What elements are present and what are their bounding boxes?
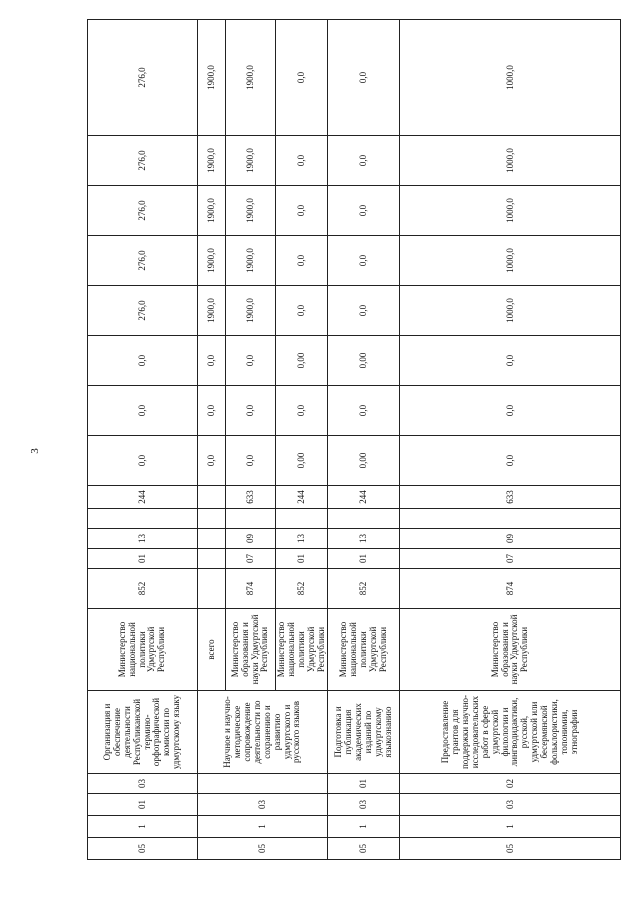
- gp-cell: 05: [88, 838, 198, 860]
- m-cell: [198, 774, 328, 794]
- gp-cell: 05: [400, 838, 621, 860]
- value-cell: 0,0: [328, 236, 400, 286]
- value-cell: 0,0: [328, 20, 400, 136]
- grbs-cell: [198, 569, 226, 609]
- m-cell: 03: [88, 774, 198, 794]
- grbs-cell: 874: [226, 569, 276, 609]
- value-cell: 0,0: [328, 286, 400, 336]
- value-cell: 1900,0: [198, 136, 226, 186]
- value-cell: 0,00: [276, 336, 328, 386]
- value-cell: 0,0: [276, 236, 328, 286]
- table-row: [88, 20, 198, 860]
- value-cell: 0,0: [276, 286, 328, 336]
- cs-cell: [276, 509, 328, 529]
- cs-cell: [88, 509, 198, 529]
- value-cell: 0,0: [198, 436, 226, 486]
- value-cell: 1900,0: [198, 186, 226, 236]
- value-cell: 1900,0: [226, 286, 276, 336]
- value-cell: 1000,0: [400, 286, 621, 336]
- value-cell: 1900,0: [226, 236, 276, 286]
- grbs-cell: 874: [400, 569, 621, 609]
- value-cell: 0,00: [276, 436, 328, 486]
- pp-cell: 1: [400, 816, 621, 838]
- value-cell: 0,0: [198, 386, 226, 436]
- value-cell: 0,0: [88, 386, 198, 436]
- executor-cell: Министерство образования и науки Удмуртской Республики: [226, 609, 276, 691]
- value-cell: 0,0: [198, 336, 226, 386]
- pr-cell: 13: [276, 529, 328, 549]
- name-cell: Предоставление грантов для поддержки научно-исследовательских работ в сфере удмуртской филологии и лингводидактики, русской, удмуртской или бесермянской фольклористики, топонимии, этнографии: [400, 691, 621, 774]
- pr-cell: [198, 529, 226, 549]
- executor-cell: Министерство национальной политики Удмуртской Республики: [88, 609, 198, 691]
- gp-cell: 05: [328, 838, 400, 860]
- gp-cell: 05: [198, 838, 328, 860]
- value-cell: 0,0: [226, 436, 276, 486]
- value-cell: 0,0: [328, 136, 400, 186]
- value-cell: 1900,0: [226, 20, 276, 136]
- value-cell: 1000,0: [400, 236, 621, 286]
- om-cell: 03: [328, 794, 400, 816]
- value-cell: 0,0: [276, 136, 328, 186]
- grbs-cell: 852: [328, 569, 400, 609]
- cs-cell: [198, 509, 226, 529]
- value-cell: 276,0: [88, 186, 198, 236]
- rz-cell: 01: [88, 549, 198, 569]
- grbs-cell: 852: [88, 569, 198, 609]
- rz-cell: 01: [276, 549, 328, 569]
- grbs-cell: 852: [276, 569, 328, 609]
- value-cell: 0,0: [226, 386, 276, 436]
- om-cell: 03: [198, 794, 328, 816]
- name-cell: Подготовка и публикация академических изданий по удмуртскому языкознанию: [328, 691, 400, 774]
- vr-cell: 633: [400, 486, 621, 509]
- table-row: [328, 20, 400, 860]
- value-cell: 0,0: [400, 386, 621, 436]
- executor-cell: всего: [198, 609, 226, 691]
- m-cell: 01: [328, 774, 400, 794]
- value-cell: 0,0: [276, 186, 328, 236]
- name-cell: Организация и обеспечение деятельности Республиканской термино-орфографической комиссии по удмуртскому языку: [88, 691, 198, 774]
- rz-cell: 01: [328, 549, 400, 569]
- pp-cell: 1: [328, 816, 400, 838]
- value-cell: 1000,0: [400, 186, 621, 236]
- value-cell: 276,0: [88, 20, 198, 136]
- value-cell: 1900,0: [198, 236, 226, 286]
- value-cell: 1900,0: [226, 136, 276, 186]
- value-cell: 0,0: [276, 386, 328, 436]
- name-cell: Научное и научно-методическое сопровождение деятельности по сохранению и развитию удмуртского и русского языков: [198, 691, 328, 774]
- pr-cell: 09: [226, 529, 276, 549]
- executor-cell: Министерство национальной политики Удмуртской Республики: [276, 609, 328, 691]
- table-row: [198, 20, 226, 860]
- executor-cell: Министерство национальной политики Удмуртской Республики: [328, 609, 400, 691]
- m-cell: 02: [400, 774, 621, 794]
- table-row: [400, 20, 621, 860]
- value-cell: 1000,0: [400, 136, 621, 186]
- budget-table: [87, 19, 621, 860]
- value-cell: 1900,0: [198, 286, 226, 336]
- om-cell: 03: [400, 794, 621, 816]
- vr-cell: 244: [276, 486, 328, 509]
- om-cell: 01: [88, 794, 198, 816]
- executor-cell: Министерство образования и науки Удмуртской Республики: [400, 609, 621, 691]
- rotated-table-container: [87, 40, 620, 860]
- value-cell: 1000,0: [400, 20, 621, 136]
- pr-cell: 09: [400, 529, 621, 549]
- rz-cell: 07: [226, 549, 276, 569]
- page-number: 3: [29, 448, 41, 454]
- value-cell: 276,0: [88, 286, 198, 336]
- value-cell: 0,00: [328, 336, 400, 386]
- value-cell: 276,0: [88, 236, 198, 286]
- value-cell: 0,0: [328, 386, 400, 436]
- cs-cell: [400, 509, 621, 529]
- value-cell: 0,00: [328, 436, 400, 486]
- value-cell: 0,0: [88, 336, 198, 386]
- vr-cell: 244: [328, 486, 400, 509]
- rz-cell: 07: [400, 549, 621, 569]
- vr-cell: 244: [88, 486, 198, 509]
- value-cell: 0,0: [226, 336, 276, 386]
- cs-cell: [328, 509, 400, 529]
- value-cell: 0,0: [400, 336, 621, 386]
- value-cell: 1900,0: [226, 186, 276, 236]
- cs-cell: [226, 509, 276, 529]
- value-cell: 0,0: [328, 186, 400, 236]
- pp-cell: 1: [88, 816, 198, 838]
- rz-cell: [198, 549, 226, 569]
- value-cell: 1900,0: [198, 20, 226, 136]
- vr-cell: 633: [226, 486, 276, 509]
- pr-cell: 13: [88, 529, 198, 549]
- pr-cell: 13: [328, 529, 400, 549]
- value-cell: 276,0: [88, 136, 198, 186]
- value-cell: 0,0: [276, 20, 328, 136]
- value-cell: 0,0: [400, 436, 621, 486]
- vr-cell: [198, 486, 226, 509]
- value-cell: 0,0: [88, 436, 198, 486]
- pp-cell: 1: [198, 816, 328, 838]
